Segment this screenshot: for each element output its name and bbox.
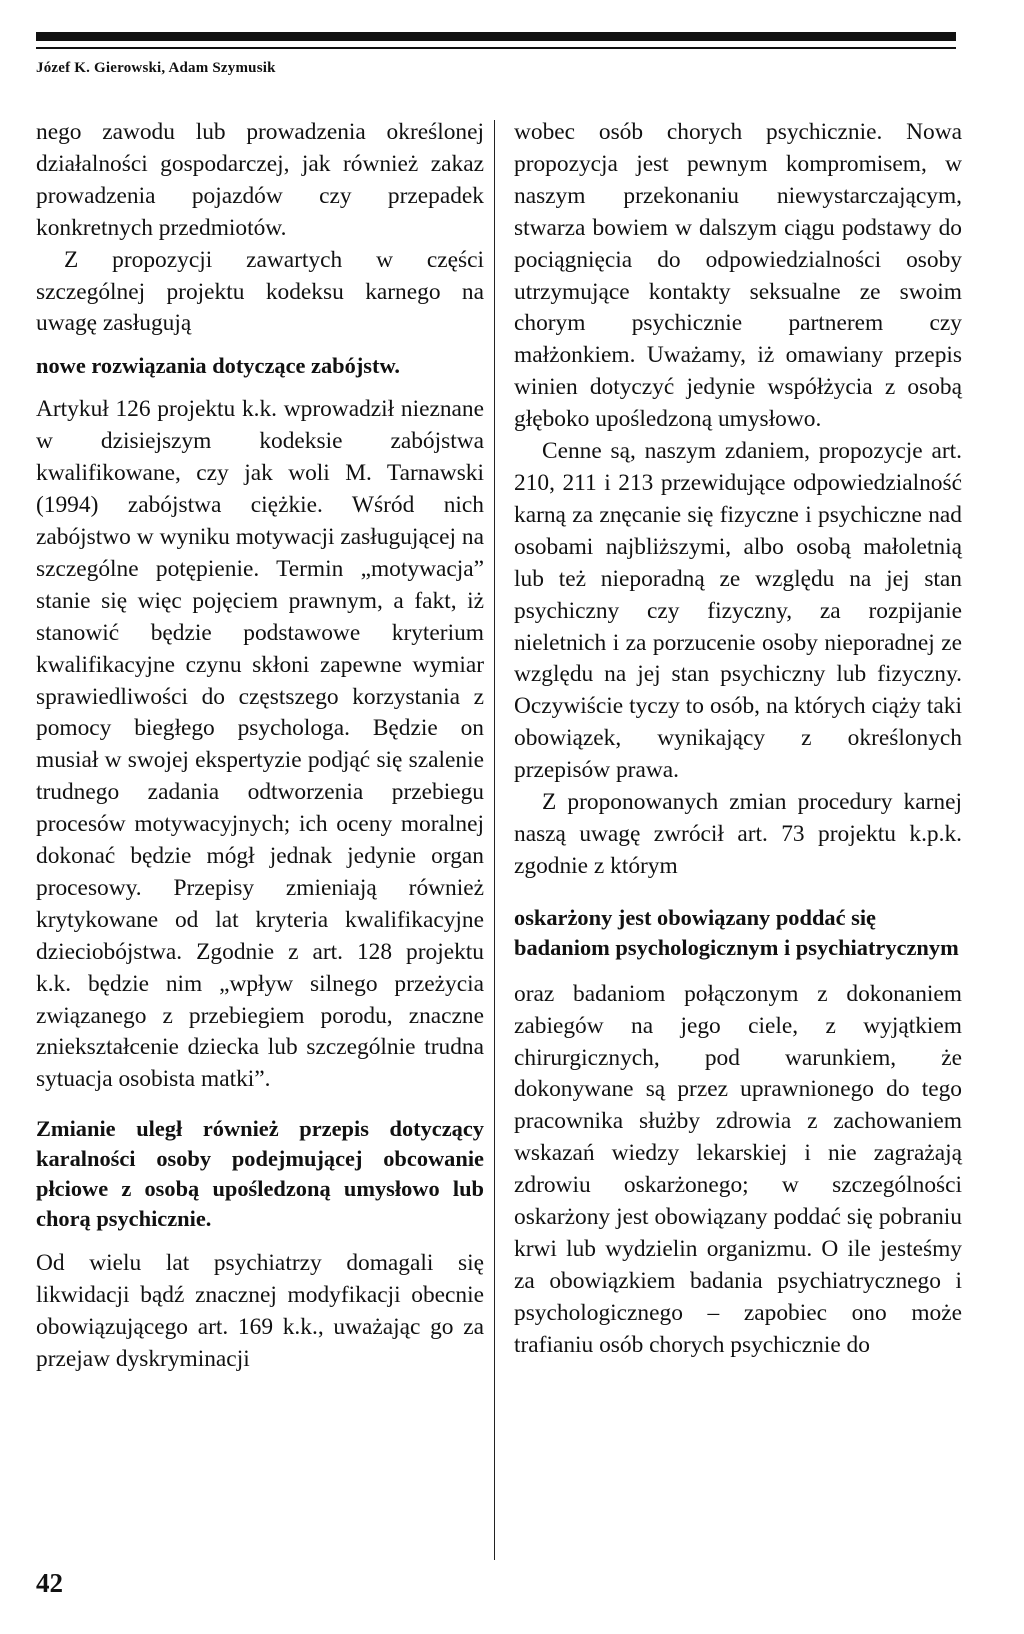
left-heading-2: Zmianie uległ również przepis dotyczący karalności osoby podejmującej obcowanie płciowe z osobą upośledzoną umysłowo lub chorą psychicznie. bbox=[36, 1116, 484, 1232]
column-divider bbox=[494, 120, 495, 1560]
right-paragraph-1: wobec osób chorych psychicznie. Nowa propozycja jest pewnym kompromisem, w naszym przekonaniu niewystarczającym, stwarza bowiem w dalszym ciągu podstawy do pociągnięcia do odpowiedzialności osoby utrzymujące kontakty seksualne ze swoim chorym psychicznie partnerem czy małżonkiem. Uważamy, iż omawiany przepis winien dotyczyć jedynie współżycia z osobą głęboko upośledzoną umysłowo. bbox=[514, 119, 962, 433]
left-paragraph-1: nego zawodu lub prowadzenia określonej działalności gospodarczej, jak również zakaz prowadzenia pojazdów czy przepadek konkretnych przedmiotów. bbox=[36, 119, 484, 241]
right-paragraph-4: oraz badaniom połączonym z dokonaniem zabiegów na jego ciele, z wyjątkiem chirurgicznych, pod warunkiem, że dokonywane są przez uprawnionego do tego pracownika służby zdrowia z zachowaniem wskazań wiedzy lekarskiej i nie zagrażają zdrowiu oskarżonego; w szczególności oskarżony jest obowiązany poddać się pobraniu krwi lub wydzielin organizmu. O ile jesteśmy za obowiązkiem badania psychiatrycznego i psychologicznego – zapobiec ono może trafianiu osób chorych psychicznie do bbox=[514, 980, 962, 1358]
left-paragraph-4: Od wielu lat psychiatrzy domagali się likwidacji bądź znacznej modyfikacji obecnie obowiązującego art. 169 k.k., uważając go za przejaw dyskryminacji bbox=[36, 1250, 484, 1372]
right-heading-1: oskarżony jest obowiązany poddać się badaniom psychologicznym i psychiatrycznym bbox=[514, 904, 959, 960]
header-rule-thin bbox=[36, 47, 956, 49]
right-paragraph-2: Cenne są, naszym zdaniem, propozycje art. 210, 211 i 213 przewidujące odpowiedzialność karną za znęcanie się fizyczne i psychiczne nad osobami najbliższymi, albo osobą małoletnią lub też nieporadną ze względu na jej stan psychiczny czy fizyczny, za rozpijanie nieletnich i za porzucenie osoby nieporadnej ze względu na jej stan psychiczny lub fizyczny. Oczywiście tyczy to osób, na których ciąży taki obowiązek, wynikający z określonych przepisów prawa. bbox=[514, 438, 962, 784]
header-rule-thick bbox=[36, 32, 956, 41]
left-column bbox=[36, 117, 484, 1376]
left-paragraph-3: Artykuł 126 projektu k.k. wprowadził nieznane w dzisiejszym kodeksie zabójstwa kwalifikowane, czy jak woli M. Tarnawski (1994) zabójstwa ciężkie. Wśród nich zabójstwo w wyniku motywacji zasługującej na szczególne potępienie. Termin „motywacja” stanie się więc pojęciem prawnym, a fakt, iż stanowić będzie podstawowe kryterium kwalifikacyjne czynu skłoni zapewne wymiar sprawiedliwości do częstszego korzystania z pomocy biegłego psychologa. Będzie on musiał w swojej ekspertyzie podjąć się szalenie trudnego zadania odtworzenia przebiegu procesów motywacyjnych; ich oceny moralnej dokonać będzie mógł jednak jedynie organ procesowy. Przepisy zmieniają również krytykowane od lat kryteria kwalifikacyjne dzieciobójstwa. Zgodnie z art. 128 projektu k.k. będzie nim „wpływ silnego przeżycia związanego z przebiegiem porodu, znaczne zniekształcenie dziecka lub szczególnie trudna sytuacja osobista matki”. bbox=[36, 396, 484, 1093]
left-paragraph-2: Z propozycji zawartych w części szczególnej projektu kodeksu karnego na uwagę zasługują bbox=[36, 246, 484, 337]
right-column bbox=[514, 117, 962, 1362]
right-paragraph-3: Z proponowanych zmian procedury karnej naszą uwagę zwrócił art. 73 projektu k.p.k. zgodnie z którym bbox=[514, 789, 962, 879]
left-heading-1: nowe rozwiązania dotyczące zabójstw. bbox=[36, 353, 400, 379]
running-head: Józef K. Gierowski, Adam Szymusik bbox=[36, 60, 276, 76]
page-number: 42 bbox=[36, 1568, 63, 1598]
